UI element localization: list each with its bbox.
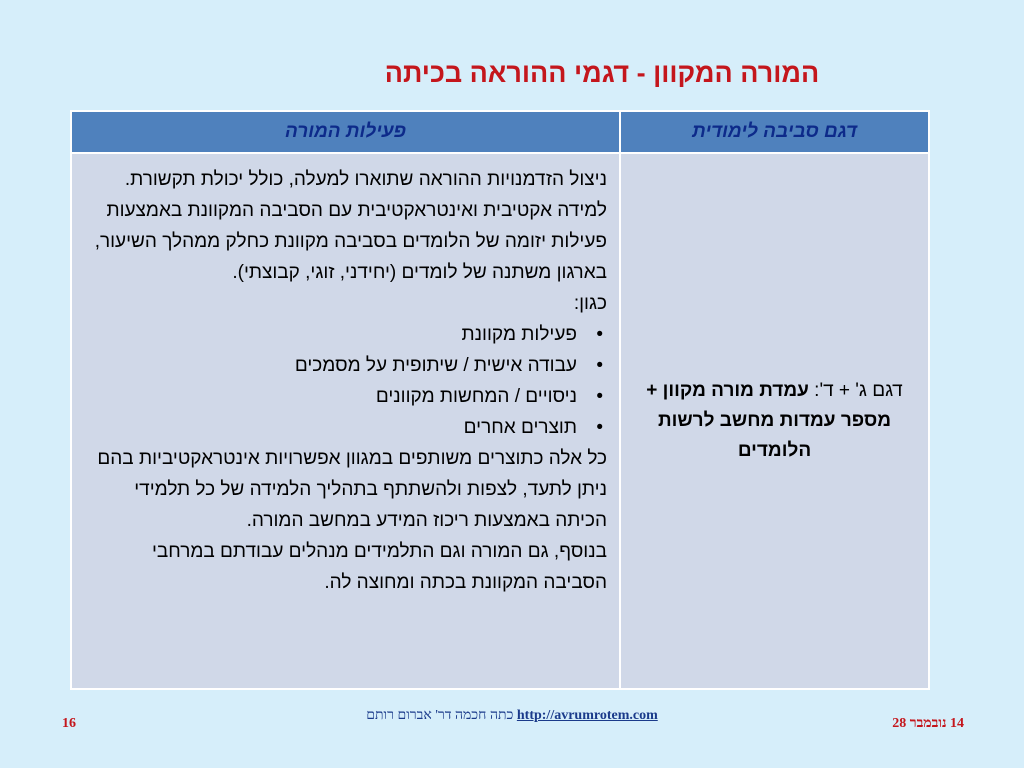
table-header-row: [71, 111, 929, 153]
slide-title: [0, 58, 1024, 89]
list-item: • פעילות מקוונת: [84, 319, 607, 350]
slide-title-text: המורה המקוון - דגמי ההוראה בכיתה: [384, 58, 820, 88]
header-activity: פעילות המורה: [71, 111, 620, 153]
models-table: [70, 110, 930, 690]
list-item: • עבודה אישית / שיתופית על מסמכים: [84, 350, 607, 381]
footer-url-link[interactable]: http://avrumrotem.com: [516, 708, 658, 723]
activity-intro: ניצול הזדמנויות ההוראה שתוארו למעלה, כולל יכולת תקשורת. למידה אקטיבית ואינטראקטיבית עם הסביבה המקוונת באמצעות פעילות יזומה של הלומדים בסביבה מקוונת כחלק ממהלך השיעור, בארגון משתנה של לומדים (יחידני, זוגי, קבוצתי).: [94, 169, 607, 283]
footer-credit: [0, 708, 1024, 724]
activity-para2: כל אלה כתוצרים משותפים במגוון אפשרויות אינטראקטיביות בהם ניתן לתעד, לצפות ולהשתתף בתהליך הלמידה של כל תלמידי הכיתה באמצעות ריכוז המידע במחשב המורה.: [97, 448, 607, 531]
header-model: דגם סביבה לימודית: [620, 111, 929, 153]
list-item: • תוצרים אחרים: [84, 412, 607, 443]
model-prefix: דגם ג' + ד':: [808, 380, 903, 401]
activity-para3: בנוסף, גם המורה וגם התלמידים מנהלים עבודתם במרחבי הסביבה המקוונת בכתה ומחוצה לה.: [151, 541, 607, 593]
model-cell: [620, 153, 929, 689]
table-row: [71, 153, 929, 689]
activity-cell: [71, 153, 620, 689]
footer-date: 14 נובמבר 28: [892, 716, 964, 731]
page-number: 16: [62, 716, 76, 731]
activity-for-example: כגון:: [573, 293, 607, 314]
activity-bullet-list: [84, 319, 607, 443]
footer-credit-text: כתה חכמה דר' אברום רותם: [366, 708, 514, 723]
model-bold-text: עמדת מורה מקוון + מספר עמדות מחשב לרשות הלומדים: [646, 380, 892, 461]
list-item: • ניסויים / המחשות מקוונים: [84, 381, 607, 412]
